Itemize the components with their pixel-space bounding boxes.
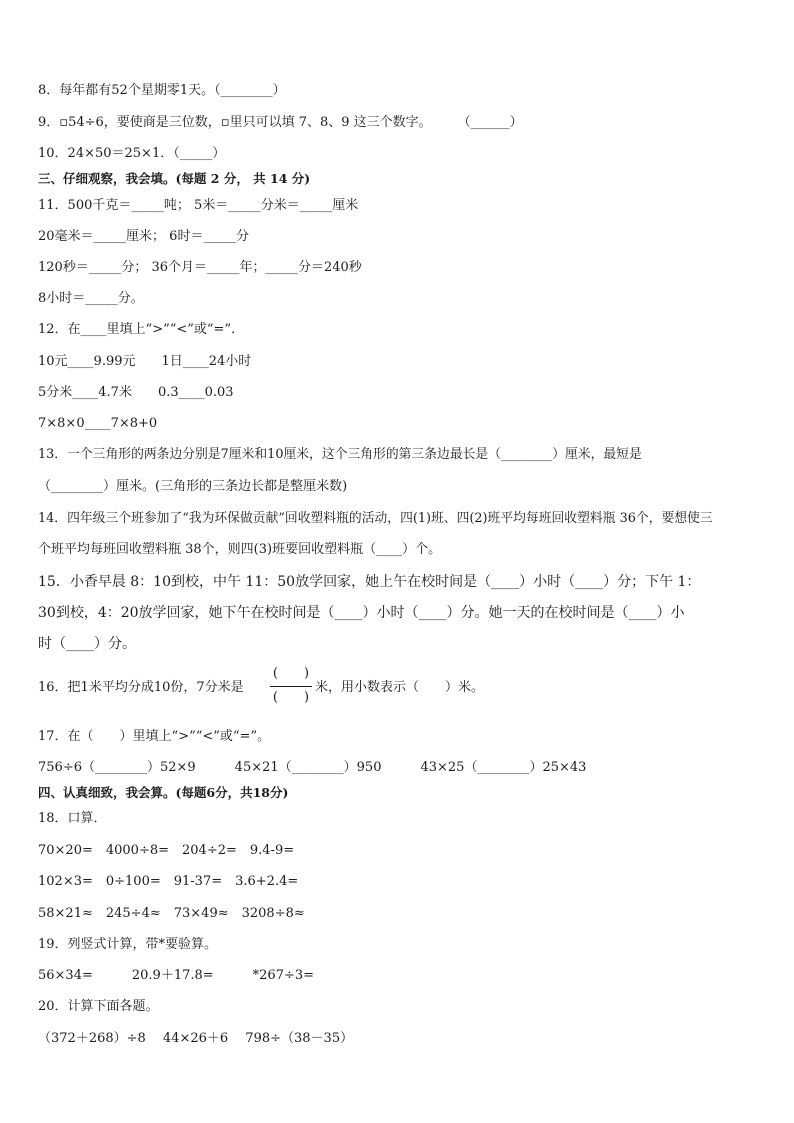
question-12-row-1: 10元____9.99元 1日____24小时	[38, 354, 252, 369]
question-15-line-3: 时（____）分。	[38, 636, 136, 652]
question-10: 10．24×50＝25×1．（_____）	[38, 146, 226, 161]
question-9: 9．▫54÷6，要使商是三位数，▫里只可以填 7、8、9 这三个数字。 （______）	[38, 115, 523, 130]
question-18: 18．口算．	[38, 811, 107, 826]
question-19: 19．列竖式计算，带*要验算。	[38, 937, 218, 952]
question-20: 20．计算下面各题。	[38, 999, 159, 1014]
question-18-row-3: 58×21≈ 245÷4≈ 73×49≈ 3208÷8≈	[38, 906, 305, 921]
question-11-line-3: 120秒＝_____分； 36个月＝_____年；_____分＝240秒	[38, 260, 362, 275]
question-16-fraction	[268, 664, 314, 710]
question-12-row-3: 7×8×0____7×8+0	[38, 416, 158, 431]
fraction-denominator: ( )	[272, 690, 310, 705]
question-12-row-2: 5分米____4.7米 0.3____0.03	[38, 385, 234, 400]
question-14-line-2: 个班平均每班回收塑料瓶 38个，则四(3)班要回收塑料瓶（____）个。	[38, 542, 442, 557]
question-11-line-1: 11．500千克＝_____吨； 5米＝_____分米＝_____厘米	[38, 198, 359, 213]
question-15-line-2: 30到校，4：20放学回家，她下午在校时间是（____）小时（____）分。她一天的在校时间是（____）小	[38, 605, 685, 621]
section-4-heading: 四、认真细致，我会算。(每题6分，共18分)	[38, 785, 289, 800]
question-17-row: 756÷6（________）52×9 45×21（________）950 43×25（________）25×43	[38, 760, 587, 775]
question-19-row: 56×34= 20.9＋17.8= *267÷3=	[38, 968, 315, 983]
fraction-numerator: ( )	[272, 666, 310, 681]
section-3-heading: 三、仔细观察，我会填。(每题 2 分， 共 14 分)	[38, 171, 311, 186]
question-11-line-2: 20毫米＝_____厘米； 6时＝_____分	[38, 229, 249, 244]
question-12: 12．在____里填上“>”“<”或“=”．	[38, 322, 245, 337]
question-20-row: （372＋268）÷8 44×26＋6 798÷（38－35）	[38, 1031, 354, 1046]
question-17: 17．在（ ）里填上“>”“<”或“=”。	[38, 729, 271, 744]
question-15-line-1: 15．小香早晨 8：10到校，中午 11：50放学回家，她上午在校时间是（____）小时（____）分；下午 1：	[38, 574, 701, 590]
question-8: 8．每年都有52个星期零1天。（________）	[38, 83, 286, 98]
question-16-suffix: 米，用小数表示（ ）米。	[315, 680, 485, 695]
question-13-line-2: （________）厘米。(三角形的三条边长都是整厘米数)	[38, 479, 348, 494]
question-11-line-4: 8小时＝_____分。	[38, 291, 144, 306]
question-18-row-1: 70×20= 4000÷8= 204÷2= 9.4-9=	[38, 843, 295, 858]
fraction-bar	[270, 686, 312, 687]
question-16-prefix: 16．把1米平均分成10份，7分米是	[38, 680, 244, 695]
question-18-row-2: 102×3= 0÷100= 91-37= 3.6+2.4=	[38, 874, 299, 889]
question-13-line-1: 13．一个三角形的两条边分别是7厘米和10厘米，这个三角形的第三条边最长是（________）厘米，最短是	[38, 447, 642, 462]
question-14-line-1: 14．四年级三个班参加了“我为环保做贡献”回收塑料瓶的活动，四(1)班、四(2)班平均每班回收塑料瓶 36个，要想使三	[38, 511, 713, 526]
